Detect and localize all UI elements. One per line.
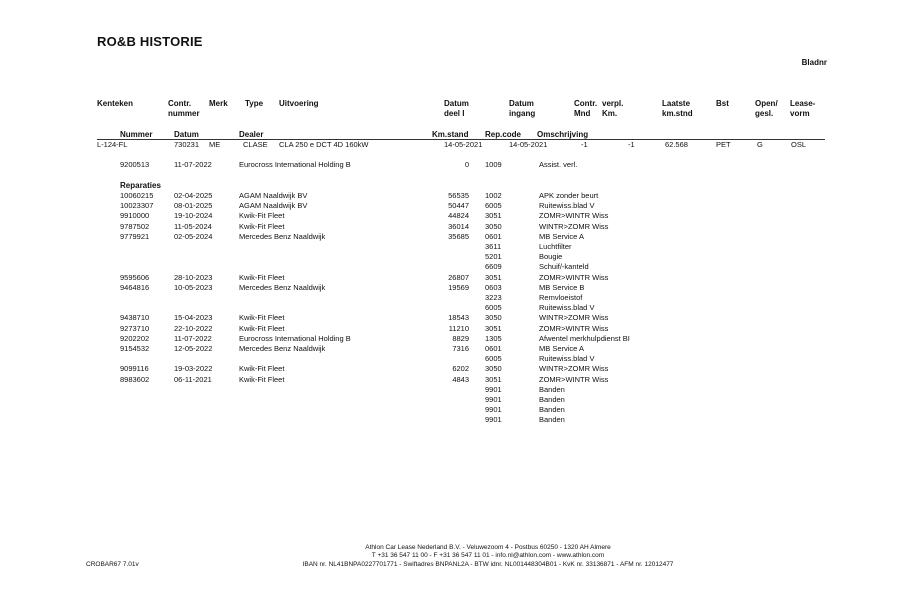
repair-code: 6005	[485, 354, 502, 364]
repair-km: 19569	[448, 282, 469, 292]
assist-dealer: Eurocross International Holding B	[239, 160, 351, 169]
repair-omschrijving: WINTR>ZOMR Wiss	[539, 364, 609, 374]
vehicle-verpl-km: -1	[628, 140, 635, 149]
repair-omschrijving: Afwentel merkhulpdienst BI	[539, 333, 630, 343]
repair-km: 11210	[448, 323, 469, 333]
repair-omschrijving: Remvloeistof	[539, 293, 583, 302]
col-lease-vorm-line1: Lease-	[790, 99, 816, 108]
repair-datum: 02-05-2024	[174, 231, 213, 241]
repair-omschrijving: Bougie	[539, 252, 563, 262]
vehicle-datum-deel1: 14-05-2021	[444, 140, 483, 149]
repair-code: 3051	[485, 272, 502, 282]
repair-datum: 19-10-2024	[174, 211, 213, 221]
col-kmstand: Km.stand	[432, 130, 469, 139]
repair-dealer: Kwik-Fit Fleet	[239, 211, 285, 221]
repair-omschrijving: ZOMR>WINTR Wiss	[539, 272, 609, 282]
repair-omschrijving: Schuif/-kanteld	[539, 262, 589, 272]
col-datum-ingang	[509, 99, 535, 119]
vehicle-kenteken: L-124-FL	[97, 140, 128, 149]
vehicle-open-gesl: G	[757, 140, 763, 149]
col-lease-vorm	[790, 99, 815, 119]
col-verpl-km-line1: verpl.	[602, 99, 624, 108]
col-laatste-km-line1: Laatste	[662, 99, 691, 108]
repair-km: 35685	[448, 231, 469, 241]
repair-nummer: 9787502	[120, 221, 150, 231]
vehicle-datum-ingang: 14-05-2021	[509, 140, 548, 149]
assist-nummer: 9200513	[120, 160, 150, 169]
vehicle-merk: ME	[209, 140, 221, 149]
col-verpl-km-line2: Km.	[602, 109, 618, 118]
col-open-gesl-line1: Open/	[755, 99, 778, 108]
footer-bank: IBAN nr. NL41BNPA0227701771 - Swiftadres BNPANL2A - BTW idnr. NL001448304B01 - KvK nr. 33136871 - AFM nr. 12012477	[302, 561, 674, 568]
col-contr-mnd-line2: Mnd	[574, 109, 591, 118]
repair-omschrijving: Banden	[539, 415, 565, 425]
repair-code: 1002	[485, 191, 502, 200]
repair-dealer: Mercedes Benz Naaldwijk	[239, 282, 326, 292]
col-kenteken: Kenteken	[97, 99, 134, 108]
col-omschrijving: Omschrijving	[537, 130, 589, 139]
repair-code: 3050	[485, 364, 502, 374]
repair-omschrijving: WINTR>ZOMR Wiss	[539, 313, 609, 323]
col-dealer: Dealer	[239, 130, 264, 139]
repair-km: 6202	[452, 364, 469, 374]
report-title: RO&B HISTORIE	[97, 34, 203, 49]
repair-nummer: 8983602	[120, 374, 150, 384]
repair-datum: 15-04-2023	[174, 313, 213, 323]
repair-code: 3611	[485, 242, 502, 251]
repair-nummer: 9202202	[120, 333, 150, 343]
repair-omschrijving: Banden	[539, 384, 565, 394]
repair-datum: 28-10-2023	[174, 272, 213, 282]
repair-code: 3051	[485, 323, 502, 333]
vehicle-type: CLASE	[243, 140, 268, 149]
repair-nummer: 9099116	[120, 364, 149, 374]
repair-code: 9901	[485, 415, 502, 425]
repair-code: 0603	[485, 282, 502, 292]
page-number-label: Bladnr	[801, 58, 827, 67]
repair-km: 7316	[452, 344, 469, 353]
repair-code: 9901	[485, 384, 502, 394]
col-open-gesl	[755, 99, 778, 119]
repair-datum: 06-11-2021	[174, 374, 212, 384]
repair-dealer: AGAM Naaldwijk BV	[239, 191, 308, 200]
repair-omschrijving: MB Service A	[539, 344, 585, 353]
vehicle-contr-mnd: -1	[581, 140, 588, 149]
repair-code: 6005	[485, 303, 502, 313]
vehicle-laatste-km: 62.568	[665, 140, 688, 149]
col-datum: Datum	[174, 130, 199, 139]
repair-nummer: 10060215	[120, 191, 154, 200]
col-contr-nummer-line1: Contr.	[168, 99, 192, 108]
repair-code: 9901	[485, 395, 502, 404]
repair-nummer: 9273710	[120, 323, 150, 333]
reparaties-heading: Reparaties	[120, 181, 161, 190]
vehicle-contract: 730231	[174, 140, 200, 149]
col-lease-vorm-line2: vorm	[790, 109, 810, 118]
repair-code: 3051	[485, 211, 502, 221]
repair-km: 4843	[452, 374, 469, 384]
repair-omschrijving: APK zonder beurt	[539, 191, 599, 200]
repair-omschrijving: WINTR>ZOMR Wiss	[539, 221, 609, 231]
repair-nummer: 9438710	[120, 313, 150, 323]
repair-km: 56535	[448, 191, 469, 200]
repair-nummer: 10023307	[120, 201, 154, 211]
repair-omschrijving: MB Service B	[539, 282, 585, 292]
repair-dealer: AGAM Naaldwijk BV	[239, 201, 308, 211]
repair-nummer: 9595606	[120, 272, 150, 282]
repair-dealer: Kwik-Fit Fleet	[239, 313, 285, 323]
repair-code: 6609	[485, 262, 502, 272]
form-code: CROBAR67 7.01v	[86, 561, 139, 568]
assist-km: 0	[464, 160, 469, 169]
repair-omschrijving: Banden	[539, 395, 565, 404]
repair-km: 18543	[448, 313, 469, 323]
repair-omschrijving: MB Service A	[539, 231, 585, 241]
vehicle-uitvoering: CLA 250 e DCT 4D 160kW	[279, 140, 369, 149]
repair-code: 0601	[485, 344, 502, 353]
repair-km: 44824	[448, 211, 469, 221]
repair-code: 3051	[485, 374, 502, 384]
repair-nummer: 9464816	[120, 282, 150, 292]
repair-km: 8829	[452, 333, 469, 343]
col-type: Type	[245, 99, 264, 108]
repair-datum: 02-04-2025	[174, 191, 213, 200]
col-datum-deel1-line1: Datum	[444, 99, 469, 108]
col-uitvoering: Uitvoering	[279, 99, 319, 108]
repair-dealer: Kwik-Fit Fleet	[239, 323, 285, 333]
repair-code: 3223	[485, 293, 502, 302]
repair-omschrijving: Ruitewiss.blad V	[539, 201, 595, 211]
col-datum-ingang-line2: ingang	[509, 109, 536, 118]
assist-omschrijving: Assist. verl.	[539, 160, 578, 169]
col-open-gesl-line2: gesl.	[755, 109, 774, 118]
repair-code: 1305	[485, 333, 502, 343]
repair-omschrijving: Luchtfilter	[539, 242, 572, 251]
repair-omschrijving: Ruitewiss.blad V	[539, 303, 595, 313]
col-repcode: Rep.code	[485, 130, 522, 139]
col-contr-mnd	[574, 99, 597, 119]
vehicle-lease-vorm: OSL	[791, 140, 807, 149]
repair-omschrijving: Banden	[539, 405, 565, 415]
col-verpl-km	[602, 99, 623, 119]
repair-omschrijving: ZOMR>WINTR Wiss	[539, 211, 609, 221]
col-datum-deel1-line2: deel I	[444, 109, 465, 118]
repair-omschrijving: Ruitewiss.blad V	[539, 354, 595, 364]
repair-omschrijving: ZOMR>WINTR Wiss	[539, 323, 609, 333]
repair-omschrijving: ZOMR>WINTR Wiss	[539, 374, 609, 384]
col-datum-ingang-line1: Datum	[509, 99, 534, 108]
repair-datum: 12-05-2022	[174, 344, 213, 353]
col-contr-nummer	[168, 99, 200, 119]
col-contr-mnd-line1: Contr.	[574, 99, 598, 108]
col-laatste-km	[662, 99, 693, 119]
repair-datum: 22-10-2022	[174, 323, 213, 333]
repair-dealer: Kwik-Fit Fleet	[239, 374, 285, 384]
repair-datum: 19-03-2022	[174, 364, 213, 374]
repair-code: 9901	[485, 405, 502, 415]
col-laatste-km-line2: km.stnd	[662, 109, 693, 118]
repair-dealer: Kwik-Fit Fleet	[239, 221, 285, 231]
col-contr-nummer-line2: nummer	[168, 109, 200, 118]
repair-code: 3050	[485, 313, 502, 323]
repair-dealer: Mercedes Benz Naaldwijk	[239, 344, 326, 353]
repair-code: 6005	[485, 201, 502, 211]
repair-datum: 10-05-2023	[174, 282, 213, 292]
repair-km: 36014	[448, 221, 469, 231]
repair-km: 50447	[448, 201, 469, 211]
repair-nummer: 9154532	[120, 344, 150, 353]
assist-code: 1009	[485, 160, 502, 169]
repair-dealer: Kwik-Fit Fleet	[239, 272, 285, 282]
footer-contact: T +31 36 547 11 00 - F +31 36 547 11 01 - info.nl@athlon.com - www.athlon.com	[371, 552, 605, 559]
repair-dealer: Kwik-Fit Fleet	[239, 364, 285, 374]
col-bst: Bst	[716, 99, 729, 108]
repair-datum: 11-07-2022	[174, 333, 212, 343]
col-datum-deel1	[444, 99, 469, 119]
footer-address: Athlon Car Lease Nederland B.V. - Veluwezoom 4 - Postbus 60250 - 1320 AH Almere	[365, 544, 611, 551]
repair-datum: 08-01-2025	[174, 201, 213, 211]
repair-km: 26807	[448, 272, 469, 282]
repair-code: 0601	[485, 231, 502, 241]
repair-datum: 11-05-2024	[174, 221, 212, 231]
repair-dealer: Mercedes Benz Naaldwijk	[239, 231, 326, 241]
repair-nummer: 9779921	[120, 231, 150, 241]
repair-code: 5201	[485, 252, 502, 262]
vehicle-bst: PET	[716, 140, 731, 149]
col-nummer: Nummer	[120, 130, 153, 139]
repair-dealer: Eurocross International Holding B	[239, 333, 351, 343]
repair-code: 3050	[485, 221, 502, 231]
repair-nummer: 9910000	[120, 211, 150, 221]
assist-datum: 11-07-2022	[174, 160, 212, 169]
col-merk: Merk	[209, 99, 228, 108]
